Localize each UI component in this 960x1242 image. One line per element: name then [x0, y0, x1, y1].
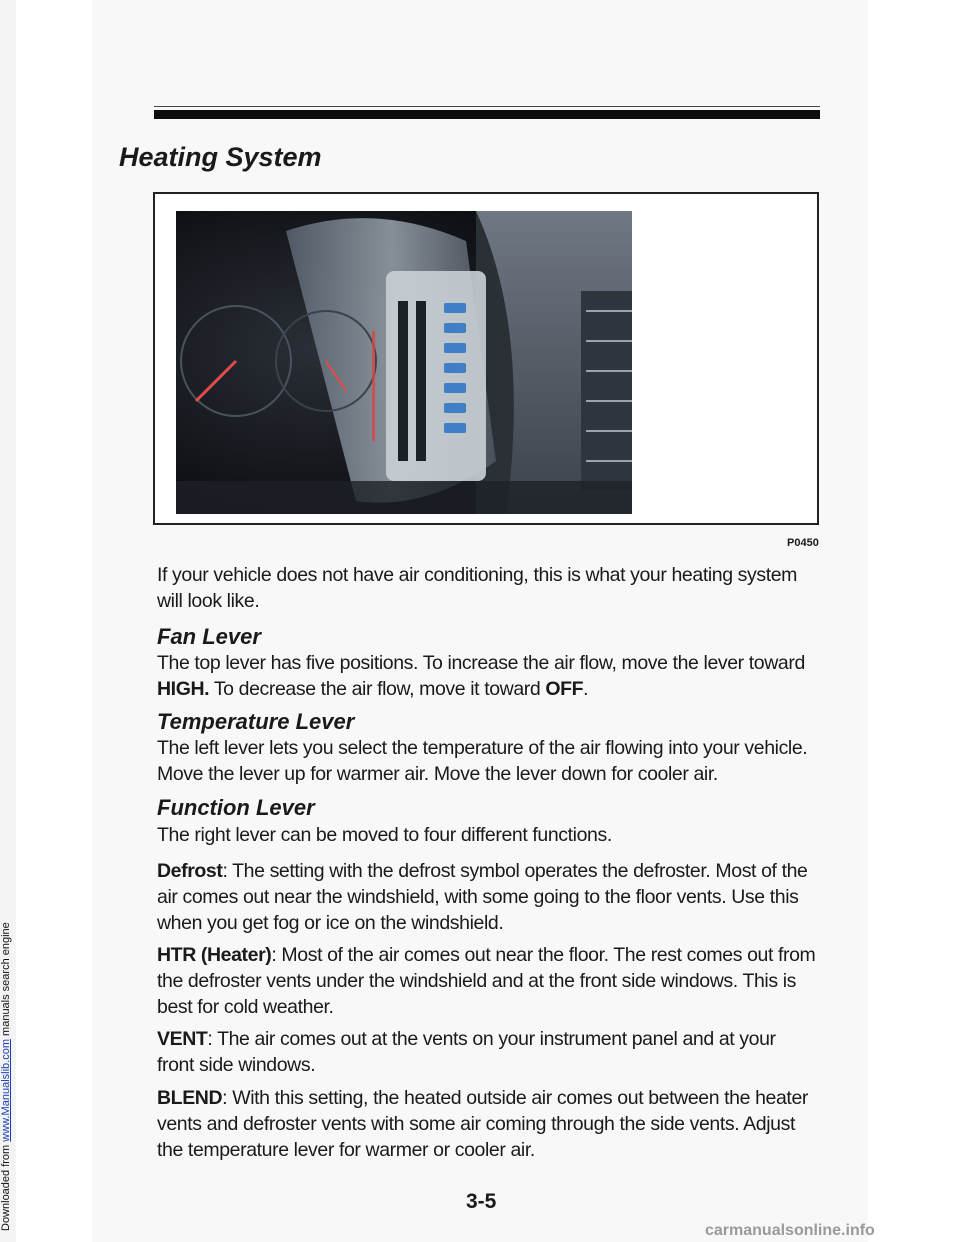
- manualslib-link[interactable]: www.Manualslib.com: [0, 1039, 12, 1142]
- function-lever-text: The right lever can be moved to four different functions.: [157, 824, 612, 846]
- temperature-lever-heading: Temperature Lever: [157, 709, 355, 734]
- fan-lever-text: The top lever has five positions. To increase the air flow, move the lever toward HIGH. To decrease the air flow, move it toward OFF.: [157, 652, 805, 700]
- photo-code: P0450: [787, 537, 819, 549]
- download-notice: Downloaded from www.Manualslib.com manuals search engine: [0, 922, 12, 1231]
- blend-paragraph: BLEND: With this setting, the heated outside air comes out between the heater vents and defroster vents with some air coming through the side vents. Adjust the temperature lever for warmer or cooler air.: [157, 1087, 808, 1161]
- header-rule-thin: [154, 106, 820, 107]
- function-lever-heading: Function Lever: [157, 795, 315, 820]
- defrost-paragraph: Defrost: The setting with the defrost symbol operates the defroster. Most of the air comes out near the windshield, with some going to the floor vents. Use this when you get fog or ice on the windshield.: [157, 860, 808, 934]
- heater-control-photo: [176, 211, 632, 514]
- header-rule: [154, 110, 820, 119]
- page-number: 3-5: [466, 1190, 497, 1213]
- watermark: carmanualsonline.info: [705, 1222, 875, 1239]
- fan-lever-heading: Fan Lever: [157, 624, 261, 649]
- intro-paragraph: If your vehicle does not have air conditioning, this is what your heating system will look like.: [157, 564, 798, 612]
- page-title: Heating System: [119, 142, 322, 172]
- download-sidebar: [0, 0, 16, 1242]
- vent-paragraph: VENT: The air comes out at the vents on your instrument panel and at your front side windows.: [157, 1028, 776, 1076]
- temperature-lever-text: The left lever lets you select the temperature of the air flowing into your vehicle. Move the lever up for warmer air. Move the lever down for cooler air.: [157, 737, 808, 785]
- htr-paragraph: HTR (Heater): Most of the air comes out near the floor. The rest comes out from the defroster vents under the windshield and at the front side windows. This is best for cold weather.: [157, 944, 816, 1018]
